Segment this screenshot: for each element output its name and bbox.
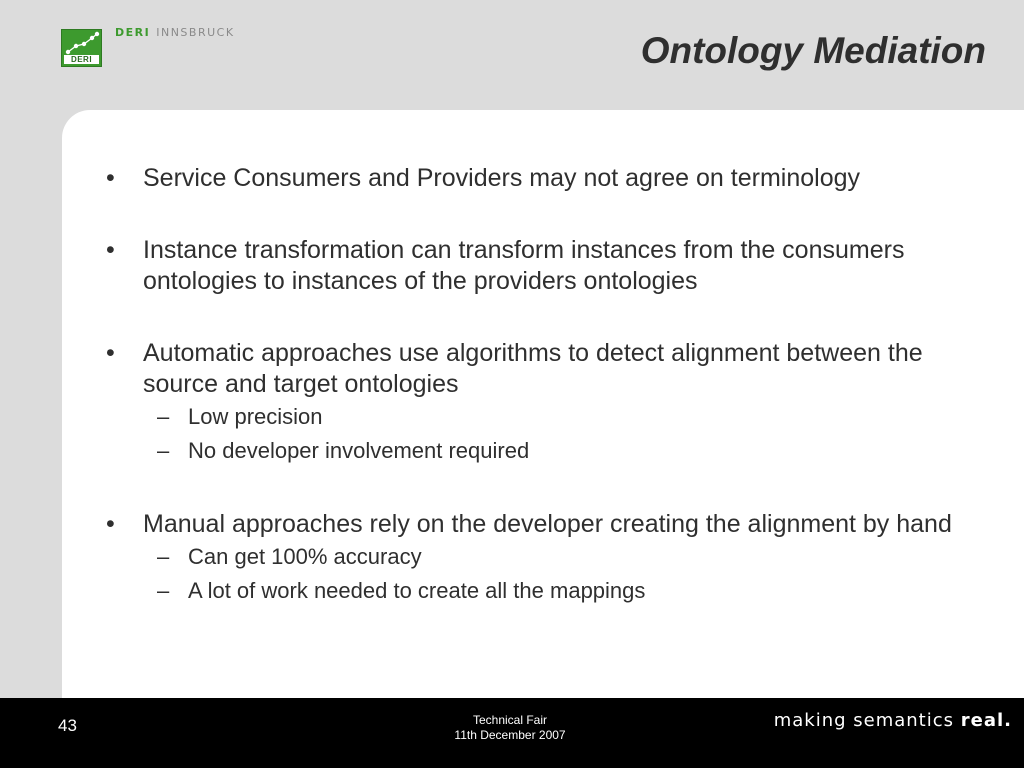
brand-text bbox=[115, 26, 235, 39]
bullet-list bbox=[100, 163, 1000, 608]
bullet-item bbox=[100, 338, 1000, 400]
slide-title: Ontology Mediation bbox=[640, 30, 986, 71]
bullet-item bbox=[100, 163, 1000, 194]
tagline-regular: making semantics bbox=[773, 710, 955, 731]
sub-bullet-item bbox=[100, 400, 1000, 434]
sub-bullet-text: Can get 100% accuracy bbox=[188, 544, 422, 569]
sub-bullet-item bbox=[100, 434, 1000, 468]
bullet-text: Service Consumers and Providers may not agree on terminology bbox=[143, 164, 861, 192]
logo-graph-icon bbox=[62, 30, 102, 56]
bullet-text: Manual approaches rely on the developer creating the alignment by hand bbox=[143, 510, 952, 538]
event-date: 11th December 2007 bbox=[454, 728, 566, 742]
logo-label: DERI bbox=[64, 55, 99, 64]
sub-bullet-text: No developer involvement required bbox=[188, 438, 530, 463]
sub-bullet-item bbox=[100, 574, 1000, 608]
bullet-spacer bbox=[100, 194, 1000, 235]
brand-deri: DERI bbox=[115, 26, 151, 39]
sub-bullet-marker: – bbox=[157, 438, 170, 463]
bullet-marker: • bbox=[106, 339, 115, 367]
sub-bullet-marker: – bbox=[157, 544, 170, 569]
tagline-bold: real. bbox=[960, 710, 1012, 731]
sub-bullet-marker: – bbox=[157, 404, 170, 429]
sub-bullet-item bbox=[100, 540, 1000, 574]
bullet-text: Automatic approaches use algorithms to detect alignment between the source and target ontologies bbox=[143, 339, 923, 398]
footer bbox=[0, 698, 1024, 768]
brand-innsbruck: INNSBRUCK bbox=[156, 26, 235, 39]
bullet-marker: • bbox=[106, 164, 115, 192]
tagline bbox=[774, 710, 1012, 731]
bullet-spacer bbox=[100, 468, 1000, 509]
sub-bullet-text: Low precision bbox=[188, 404, 323, 429]
event-name: Technical Fair bbox=[472, 713, 548, 727]
header bbox=[0, 0, 1024, 110]
event-info bbox=[410, 713, 610, 743]
page-number: 43 bbox=[58, 716, 77, 735]
bullet-marker: • bbox=[106, 236, 115, 264]
bullet-text: Instance transformation can transform instances from the consumers ontologies to instances of the providers ontologies bbox=[143, 236, 905, 295]
sub-bullet-text: A lot of work needed to create all the mappings bbox=[188, 578, 646, 603]
sub-bullet-marker: – bbox=[157, 578, 170, 603]
deri-logo bbox=[61, 29, 102, 67]
bullet-spacer bbox=[100, 297, 1000, 338]
bullet-marker: • bbox=[106, 510, 115, 538]
bullet-item bbox=[100, 235, 1000, 297]
bullet-item bbox=[100, 509, 1000, 540]
